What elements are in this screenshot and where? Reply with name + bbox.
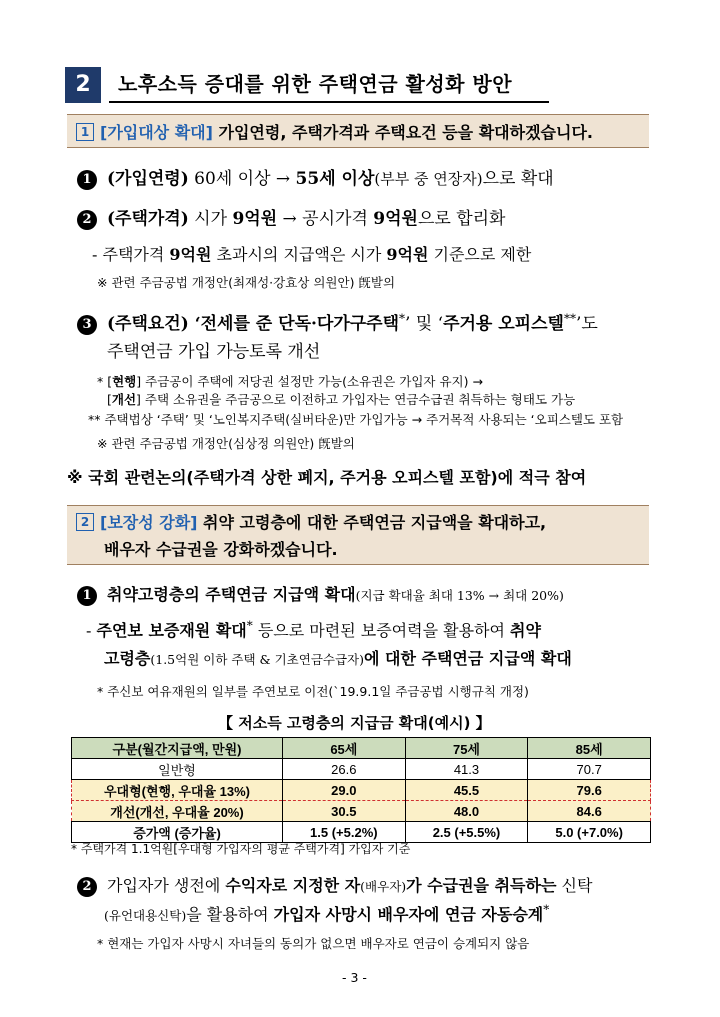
subheader-2-line2: 배우자 수급권을 강화하겠습니다. — [104, 540, 338, 559]
item-spouse-trust: 2 가입자가 생전에 수익자로 지정한 자(배우자)가 수급권을 취득하는 신탁 — [77, 873, 592, 897]
table-row — [72, 801, 651, 822]
national-assembly-note: ※ 국회 관련논의(주택가격 상한 폐지, 주거용 오피스텔 포함)에 적극 참여 — [67, 468, 587, 487]
table-cell: 79.6 — [528, 780, 651, 801]
footnote-improved: [개선] 주택 소유권을 주금공으로 이전하고 가입자는 연금수급권 취득하는 형태도 가능 — [107, 392, 576, 407]
table-cell: 1.5 (+5.2%) — [283, 822, 406, 843]
item-benefit-increase: 1 취약고령층의 주택연금 지급액 확대(지급 확대율 최대 13% → 최대 20%) — [77, 582, 564, 606]
table-cell: 70.7 — [528, 759, 651, 780]
table-cell: 증가액 (증가율) — [72, 822, 283, 843]
item-price-detail: - 주택가격 9억원 초과시의 지급액은 시가 9억원 기준으로 제한 — [92, 245, 532, 264]
subheader-1-tag: [가입대상 확대] — [100, 123, 213, 142]
table-header-row — [72, 738, 651, 759]
bullet-3-icon: 3 — [77, 315, 97, 335]
page-number: - 3 - — [342, 970, 367, 985]
item-spouse-trust-line2: (유언대용신탁)을 활용하여 가입자 사망시 배우자에 연금 자동승계* — [104, 902, 550, 924]
section-title: 노후소득 증대를 위한 주택연금 활성화 방안 — [118, 72, 513, 96]
table-cell: 48.0 — [405, 801, 528, 822]
bullet-5-icon: 2 — [77, 877, 97, 897]
table-cell: 45.5 — [405, 780, 528, 801]
item-requirement-note: ※ 관련 주금공법 개정안(심상정 의원안) 旣발의 — [97, 436, 355, 451]
item-requirement-line2: 주택연금 가입 가능토록 개선 — [107, 342, 321, 362]
table-cell: 41.3 — [405, 759, 528, 780]
table-cell: 개선(개선, 우대율 20%) — [72, 801, 283, 822]
table-cell: 29.0 — [283, 780, 406, 801]
subheader-2-tag: [보장성 강화] — [100, 513, 198, 532]
subheader-1-text — [76, 120, 593, 143]
table-cell: 30.5 — [283, 801, 406, 822]
table-header-cell: 65세 — [283, 738, 406, 759]
section-number: 2 — [65, 67, 101, 103]
bullet-4-icon: 1 — [77, 586, 97, 606]
table-header-cell: 75세 — [405, 738, 528, 759]
item-requirement: 3 (주택요건) ‘전세를 준 단독·다가구주택*’ 및 ‘주거용 오피스텔**’도 — [77, 309, 598, 335]
subheader-1-number: 1 — [76, 123, 94, 141]
item-age: 1 (가입연령) 60세 이상 → 55세 이상(부부 중 연장자)으로 확대 — [77, 164, 554, 190]
item-benefit-detail-1: - 주연보 보증재원 확대* 등으로 마련된 보증여력을 활용하여 취약 — [86, 618, 541, 640]
table-row — [72, 759, 651, 780]
subheader-2-line1: 2 [보장성 강화] 취약 고령층에 대한 주택연금 지급액을 확대하고, — [76, 510, 546, 533]
table-cell: 2.5 (+5.5%) — [405, 822, 528, 843]
bullet-1-icon: 1 — [77, 170, 97, 190]
table-header-cell: 구분(월간지급액, 만원) — [72, 738, 283, 759]
table-cell: 일반형 — [72, 759, 283, 780]
table-cell: 5.0 (+7.0%) — [528, 822, 651, 843]
subheader-1-desc: 가입연령, 주택가격과 주택요건 등을 확대하겠습니다. — [212, 123, 593, 142]
table-footnote: * 주택가격 1.1억원[우대형 가입자의 평균 주택가격] 가입자 기준 — [71, 842, 411, 856]
item-benefit-detail-2: 고령층(1.5억원 이하 주택 & 기초연금수급자)에 대한 주택연금 지급액 확대 — [104, 649, 572, 668]
bullet-2-icon: 2 — [77, 210, 97, 230]
footnote-officetel: ** 주택법상 ‘주택’ 및 ‘노인복지주택(실버타운)만 가입가능 → 주거목적 사용되는 ‘오피스텔도 포함 — [88, 412, 624, 427]
item-spouse-note: * 현재는 가입자 사망시 자녀들의 동의가 없으면 배우자로 연금이 승계되지 않음 — [97, 936, 530, 951]
table-cell: 우대형(현행, 우대율 13%) — [72, 780, 283, 801]
benefit-table — [71, 737, 651, 843]
table-cell: 84.6 — [528, 801, 651, 822]
footnote-current: * [현행] 주금공이 주택에 저당권 설정만 가능(소유권은 가입자 유지) → — [97, 374, 483, 389]
section-title-underline — [109, 101, 549, 103]
table-title: 【 저소득 고령층의 지급금 확대(예시) 】 — [218, 714, 491, 732]
item-price: 2 (주택가격) 시가 9억원 → 공시가격 9억원으로 합리화 — [77, 204, 505, 230]
item-benefit-note: * 주신보 여유재원의 일부를 주연보로 이전(`19.9.1일 주금공법 시행규칙 개정) — [97, 684, 529, 699]
item-price-note: ※ 관련 주금공법 개정안(최재성·강효상 의원안) 旣발의 — [97, 275, 396, 290]
subheader-2-number: 2 — [76, 513, 94, 531]
table-header-cell: 85세 — [528, 738, 651, 759]
table-cell: 26.6 — [283, 759, 406, 780]
table-row — [72, 780, 651, 801]
